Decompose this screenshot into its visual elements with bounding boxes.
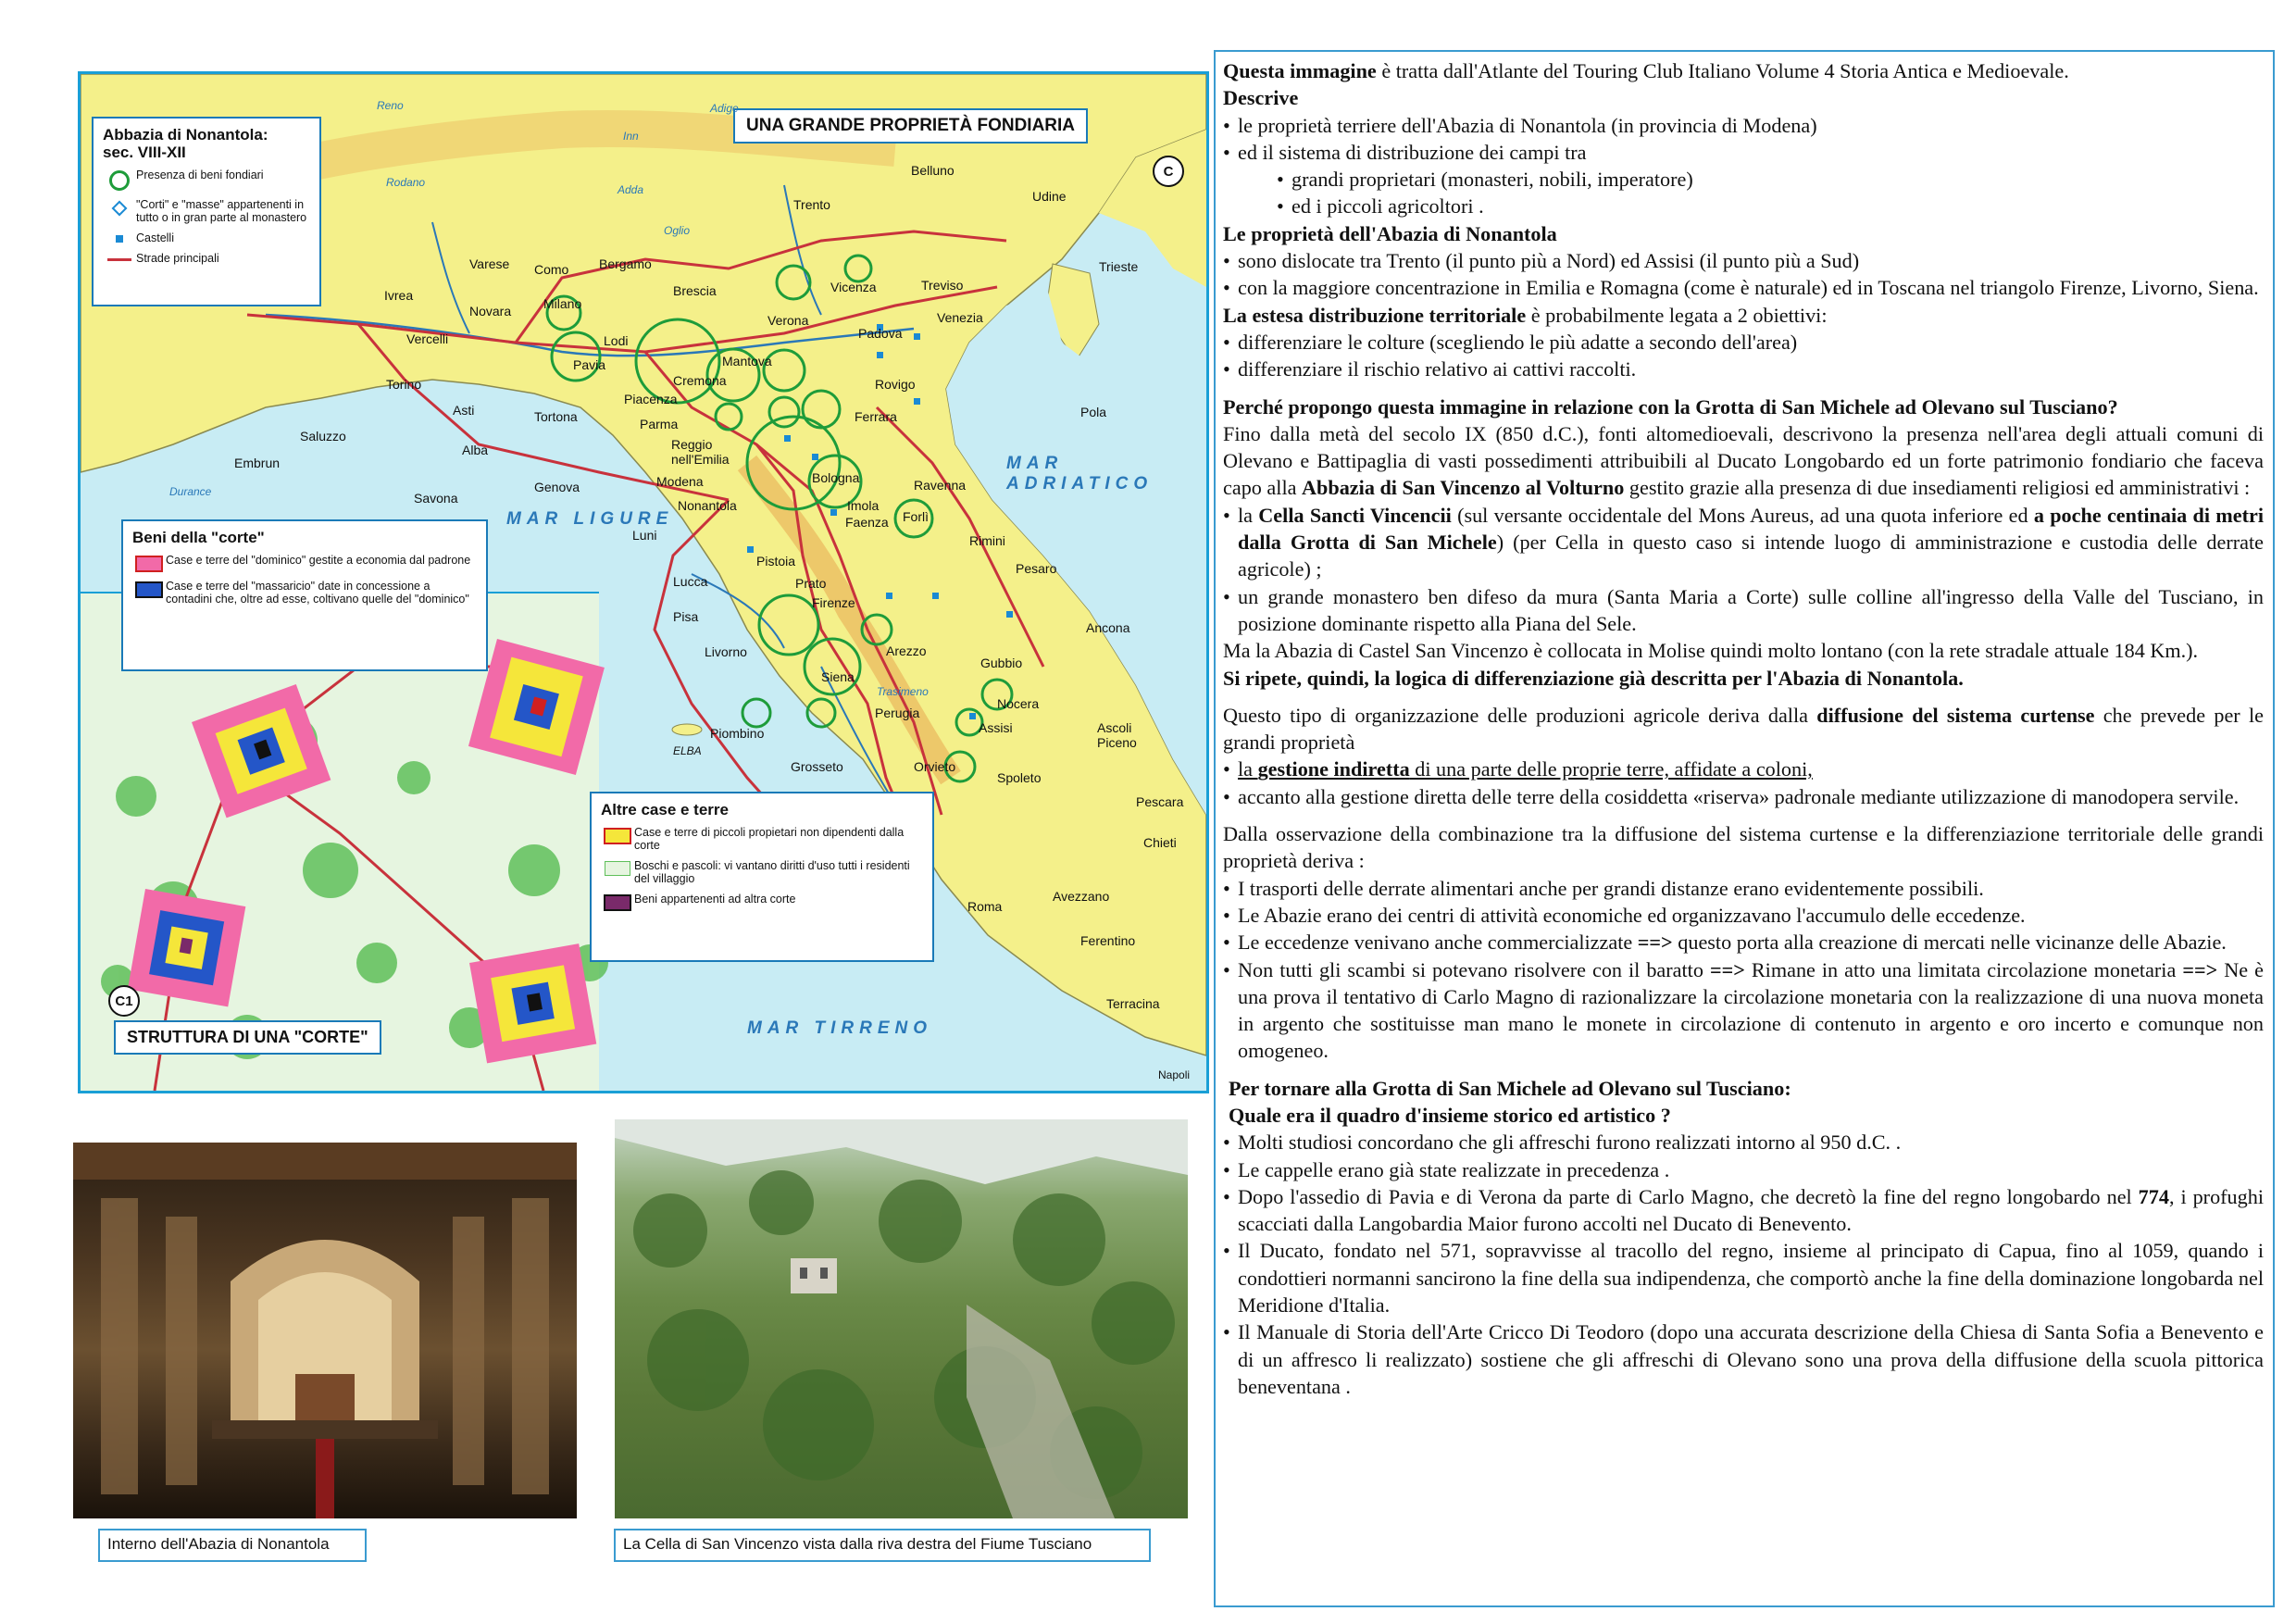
estesa-text: è probabilmente legata a 2 obiettivi: (1526, 303, 1828, 327)
legend-item (601, 893, 923, 911)
t3-bold: 774 (2138, 1184, 2169, 1208)
arrow-symbol: ==> (1709, 957, 1745, 981)
city-label: Firenze (812, 595, 855, 610)
city-label: Roma (967, 899, 1003, 914)
corte-structure-title: STRUTTURA DI UNA "CORTE" (114, 1020, 381, 1055)
legend-abbazia-title-1: Abbazia di Nonantola: (103, 126, 268, 144)
city-label: Nocera (997, 696, 1040, 711)
city-label: Chieti (1143, 835, 1177, 850)
tornare-heading-1: Per tornare alla Grotta di San Michele ad Olevano sul Tusciano: (1229, 1076, 1791, 1100)
city-label: Prato (795, 576, 827, 591)
city-label: Gubbio (980, 656, 1023, 670)
legend-item-label: Boschi e pascoli: vi vantano diritti d'uso tutti i residenti del villaggio (634, 859, 910, 885)
city-label: Bologna (812, 470, 860, 485)
blue-diamond-icon (112, 201, 128, 217)
estesa-bold: La estesa distribuzione territoriale (1223, 303, 1527, 327)
city-label: Lodi (604, 333, 629, 348)
c1-bold2: a poche centinaia di metri dalla Grotta di San Michele (1238, 503, 2264, 555)
city-label: Padova (858, 326, 903, 341)
city-label: Torino (386, 377, 422, 392)
legend-item-label: Beni appartenenti ad altra corte (634, 893, 796, 906)
river-label: Reno (377, 99, 404, 112)
city-label: Brescia (673, 283, 717, 298)
legend-item-label: Case e terre del "massaricio" date in concessione a contadini che, oltre ad esse, coltivano quelle del "dominico" (166, 580, 469, 606)
ma-paragraph: Ma la Abazia di Castel San Vincenzo è collocata in Molise quindi molto lontano (con la rete stradale attuale 184 Km.). (1223, 639, 2199, 663)
city-label: Piacenza (624, 392, 678, 406)
city-label: Perugia (875, 706, 920, 720)
city-label: Ferentino (1080, 933, 1136, 948)
photo-caption-left: Interno dell'Abazia di Nonantola (98, 1529, 367, 1562)
fino-text-1: Fino dalla metà del secolo IX (850 d.C.), fonti altomedioevali, descrivono la presenza nell'area degli attuali comuni di Olevano e Battipaglia di vasti possedimenti attribuibili al Ducato Longobardo ed un forte patrimonio fondiario che faceva capo alla (1223, 421, 2264, 500)
city-label: Modena (656, 474, 704, 489)
list-item (1223, 756, 2264, 782)
legend-item (103, 198, 310, 224)
arrow-symbol: ==> (1637, 931, 1673, 955)
list-item: • I trasporti delle derrate alimentari anche per grandi distanze erano evidentemente possibili. (1223, 875, 2264, 902)
city-label: Arezzo (886, 643, 927, 658)
list-item: • le proprietà terriere dell'Abazia di Nonantola (in provincia di Modena) (1223, 112, 2264, 139)
city-label: Pesaro (1016, 561, 1057, 576)
city-label: Terracina (1106, 996, 1160, 1011)
list-item (1223, 956, 2264, 1065)
city-label: Trento (793, 197, 830, 212)
city-label: Varese (469, 256, 510, 271)
city-label: Trieste (1099, 259, 1139, 274)
green-dots-icon (605, 861, 630, 876)
list-item (1223, 502, 2264, 583)
sea-label: MAR LIGURE (506, 509, 674, 529)
legend-item-label: "Corti" e "masse" appartenenti in tutto o in gran parte al monastero (136, 198, 307, 224)
legend-item (103, 231, 310, 244)
city-label: Vicenza (830, 280, 877, 294)
city-label: Imola (847, 498, 880, 513)
sea-label: MAR TIRRENO (747, 1018, 933, 1038)
city-label: Udine (1032, 189, 1067, 204)
city-label: Asti (453, 403, 475, 418)
o4-post: Ne è una prova il tentativo di Carlo Magno di razionalizzare la circolazione monetaria con la realizzazione di una nuova moneta in argento che sostituisse man mano le monete in circolazione di contenuto in argento e oro incerto e comunque non omogeneo. (1238, 957, 2264, 1063)
city-label: Forlì (903, 509, 929, 524)
legend-item (103, 252, 310, 265)
city-label: Ancona (1086, 620, 1130, 635)
city-label: Alba (462, 443, 489, 457)
historical-map (78, 71, 1209, 1093)
t3-post: , i profughi scacciati dalla Langobardia Maior furono accolti nel Ducato di Benevento. (1238, 1184, 2264, 1236)
city-label: Luni (632, 528, 657, 543)
legend-item-label: Case e terre del "dominico" gestite a economia dal padrone (166, 554, 471, 567)
city-label: Rimini (969, 533, 1005, 548)
map-badge-c: C (1153, 156, 1184, 187)
map-badge-c1: C1 (108, 985, 140, 1017)
city-label: Grosseto (791, 759, 843, 774)
purple-square-icon (604, 894, 631, 911)
hillside-illustration (615, 1119, 1188, 1518)
city-label: Genova (534, 480, 580, 494)
photo-nonantola-interior (73, 1143, 577, 1518)
city-label: Embrun (234, 456, 281, 470)
city-label: Ivrea (384, 288, 414, 303)
city-label: Ravenna (914, 478, 967, 493)
legend-abbazia (92, 117, 321, 306)
lake-label: Trasimeno (877, 685, 929, 698)
legend-item (132, 554, 477, 572)
descrive-heading: Descrive (1223, 86, 1299, 110)
intro-text: è tratta dall'Atlante del Touring Club Italiano Volume 4 Storia Antica e Medioevale. (1376, 59, 2069, 82)
city-label: Piombino (710, 726, 765, 741)
city-label: Tortona (534, 409, 578, 424)
city-label: Faenza (845, 515, 889, 530)
fino-bold: Abbazia di San Vincenzo al Volturno (1302, 476, 1625, 500)
city-label: Cremona (673, 373, 727, 388)
city-label: Saluzzo (300, 429, 346, 443)
legend-item (132, 580, 477, 606)
city-label: Spoleto (997, 770, 1042, 785)
river-label: Adda (618, 183, 644, 196)
t3-pre: Dopo l'assedio di Pavia e di Verona da parte di Carlo Magno, che decretò la fine del regno longobardo nel (1238, 1184, 2139, 1208)
city-label: Napoli (1158, 1068, 1191, 1081)
city-label: Mantova (722, 354, 772, 369)
q1-bold: gestione indiretta (1257, 757, 1410, 781)
list-item: • Il Ducato, fondato nel 571, sopravvisse al tracollo del regno, insieme al principato di Capua, fino al 1059, quando i condottieri normanni sancirono la fine della sua indipendenza, che comportò anche la fine della dominazione longobarda nel Meridione d'Italia. (1223, 1237, 2264, 1318)
c1-bold: Cella Sancti Vincencii (1258, 503, 1452, 527)
list-item: • Le cappelle erano già state realizzate in precedenza . (1223, 1156, 2264, 1183)
intro-paragraph (1223, 57, 2264, 84)
legend-item (103, 169, 310, 191)
list-item (1223, 1183, 2264, 1238)
city-label: Pisa (673, 609, 699, 624)
text-panel (1214, 50, 2275, 1607)
yellow-square-icon (604, 828, 631, 844)
legend-item-label: Case e terre di piccoli propietari non dipendenti dalla corte (634, 826, 905, 852)
city-label: Orvieto (914, 759, 956, 774)
city-label: Belluno (911, 163, 955, 178)
list-item: • Il Manuale di Storia dell'Arte Cricco Di Teodoro (dopo una accurata descrizione della Chiesa di Santa Sofia a Benevento e di un affresco li realizzato) sostiene che gli affreschi di Olevano sono una prova della diffusione della scuola pittorica beneventana . (1223, 1318, 2264, 1400)
river-label: Oglio (664, 224, 691, 237)
q1-post: di una parte delle proprie terre, affidate a coloni, (1409, 757, 1813, 781)
green-circle-icon (109, 170, 130, 191)
estesa-paragraph (1223, 302, 2264, 329)
city-label: Novara (469, 304, 512, 319)
legend-corte (121, 519, 488, 671)
fino-paragraph (1223, 420, 2264, 502)
city-label: Venezia (937, 310, 983, 325)
o4-pre: Non tutti gli scambi si potevano risolvere con il baratto (1238, 957, 1710, 981)
city-label: Nonantola (678, 498, 737, 513)
city-label: Bergamo (599, 256, 652, 271)
list-item: • ed il sistema di distribuzione dei campi tra (1223, 139, 2264, 166)
city-label: Pola (1080, 405, 1107, 419)
city-label: Savona (414, 491, 458, 506)
list-item: • differenziare le colture (scegliendo le più adatte a secondo dell'area) (1223, 329, 2264, 356)
city-label: Treviso (921, 278, 964, 293)
c1-mid: (sul versante occidentale del Mons Aureus, ad una quota inferiore ed (1451, 503, 2034, 527)
river-label: Inn (623, 130, 639, 143)
city-label: Pavia (573, 357, 606, 372)
questo-post: che prevede per le grandi proprietà (1223, 703, 2264, 755)
church-nave-illustration (73, 1143, 577, 1518)
list-item: • grandi proprietari (monasteri, nobili, imperatore) (1223, 166, 2264, 193)
city-label: Ferrara (855, 409, 897, 424)
perche-heading: Perché propongo questa immagine in relazione con la Grotta di San Michele ad Olevano sul Tusciano? (1223, 394, 2118, 418)
city-label: Parma (640, 417, 679, 431)
river-label: Adige (710, 102, 739, 115)
city-label: Lucca (673, 574, 708, 589)
city-label: Ascoli Piceno (1097, 720, 1137, 750)
list-item: • con la maggiore concentrazione in Emilia e Romagna (come è naturale) ed in Toscana nel triangolo Firenze, Livorno, Siena. (1223, 274, 2264, 301)
si-ripete-heading: Si ripete, quindi, la logica di differenziazione già descritta per l'Abazia di Nonantola. (1223, 666, 1964, 690)
city-label: Assisi (979, 720, 1013, 735)
o3-post: questo porta alla creazione di mercati nelle vicinanze delle Abazie. (1672, 931, 2227, 955)
proprieta-heading: Le proprietà dell'Abazia di Nonantola (1223, 221, 1557, 245)
dalla-paragraph: Dalla osservazione della combinazione tra la diffusione del sistema curtense e la differenziazione territoriale delle grandi proprietà deriva : (1223, 822, 2264, 873)
river-label: Rodano (386, 176, 426, 189)
list-item: • ed i piccoli agricoltori . (1223, 193, 2264, 219)
city-label: Rovigo (875, 377, 916, 392)
c1-pre: la (1238, 503, 1259, 527)
fino-text-2: gestito grazie alla presenza di due insediamenti religiosi ed amministrativi : (1624, 476, 2251, 500)
city-label: Pistoia (756, 554, 796, 568)
city-label: Vercelli (406, 331, 449, 346)
questo-pre: Questo tipo di organizzazione delle produzioni agricole deriva dalla (1223, 703, 1817, 727)
blue-square-icon (135, 581, 163, 598)
city-label: Pescara (1136, 794, 1184, 809)
city-label: Milano (543, 296, 582, 311)
photo-caption-right: La Cella di San Vincenzo vista dalla riva destra del Fiume Tusciano (614, 1529, 1151, 1562)
city-label: Reggio nell'Emilia (671, 437, 730, 467)
city-label: Siena (821, 669, 855, 684)
legend-item (601, 826, 923, 852)
legend-item (601, 859, 923, 885)
legend-item-label: Strade principali (136, 252, 219, 265)
questo-bold: diffusione del sistema curtense (1816, 703, 2095, 727)
legend-abbazia-title-2: sec. VIII-XII (103, 144, 186, 161)
island-label: ELBA (673, 744, 702, 757)
questo-paragraph (1223, 702, 2264, 756)
legend-corte-title: Beni della "corte" (132, 529, 265, 546)
list-item: • accanto alla gestione diretta delle terre della cosiddetta «riserva» padronale mediante utilizzazione di manodopera servile. (1223, 783, 2264, 810)
list-item: • differenziare il rischio relativo ai cattivi raccolti. (1223, 356, 2264, 382)
red-line-icon (107, 258, 131, 261)
list-item: • Molti studiosi concordano che gli affreschi furono realizzati intorno al 950 d.C. . (1223, 1129, 2264, 1156)
city-label: Livorno (705, 644, 747, 659)
list-item: • Le Abazie erano dei centri di attività economiche ed organizzavano l'accumulo delle eccedenze. (1223, 902, 2264, 929)
photo-cella-san-vincenzo (615, 1119, 1188, 1518)
blue-square-icon (116, 235, 123, 243)
legend-item-label: Castelli (136, 231, 174, 244)
o4-mid: Rimane in atto una limitata circolazione monetaria (1744, 957, 2183, 981)
c1-post: ) (per Cella in questo caso si intende luogo di amministrazione e custodia delle derrate agricole) ; (1238, 531, 2264, 581)
list-item: • sono dislocate tra Trento (il punto più a Nord) ed Assisi (il punto più a Sud) (1223, 247, 2264, 274)
legend-altre (590, 792, 934, 962)
list-item: • un grande monastero ben difeso da mura (Santa Maria a Corte) sulle colline all'ingresso della Valle del Tusciano, in posizione dominante rispetto alla Piana del Sele. (1223, 583, 2264, 638)
legend-item-label: Presenza di beni fondiari (136, 169, 264, 181)
o3-pre: Le eccedenze venivano anche commercializzate (1238, 931, 1638, 955)
river-label: Durance (169, 485, 212, 498)
sea-label: MAR ADRIATICO (1006, 454, 1154, 493)
list-item (1223, 929, 2264, 956)
city-label: Verona (767, 313, 809, 328)
map-banner-title: UNA GRANDE PROPRIETÀ FONDIARIA (733, 108, 1088, 144)
city-label: Como (534, 262, 569, 277)
arrow-symbol: ==> (2182, 957, 2218, 981)
q1-pre: la (1238, 757, 1258, 781)
city-label: Avezzano (1053, 889, 1110, 904)
legend-altre-title: Altre case e terre (601, 801, 729, 818)
pink-square-icon (135, 556, 163, 572)
tornare-heading-2: Quale era il quadro d'insieme storico ed artistico ? (1229, 1103, 1671, 1127)
intro-bold: Questa immagine (1223, 59, 1377, 82)
